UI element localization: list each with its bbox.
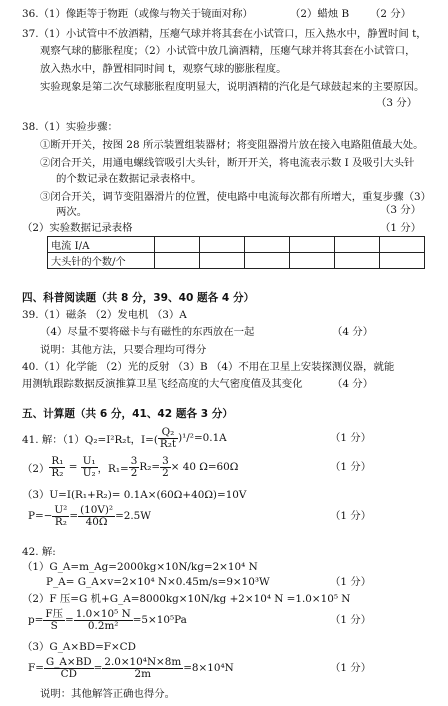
q38-points2: （1 分） bbox=[380, 222, 422, 234]
q41-points2: （1 分） bbox=[330, 461, 372, 473]
q42-points1: （1 分） bbox=[330, 576, 372, 588]
table-row bbox=[48, 237, 425, 253]
table-cell-current: 电流 I/A bbox=[48, 237, 155, 253]
q42-line3: （2）F 压=G 机+G_A=8000kg×10N/kg +2×10⁴ N =1.0×10⁵ N bbox=[22, 593, 351, 605]
q36-line: 36.（1）像距等于物距（或像与物关于镜面对称） bbox=[22, 8, 253, 20]
q42-line1: （1）G_A=m_Ag=2000kg×10N/kg=2×10⁴ N bbox=[22, 561, 258, 573]
q41-line1: 41. 解：（1）Q₂=I²R₂t，I=( $\frac{\text{Q₂}}{\text{R₂t}}$ )¹/²=0.1A bbox=[22, 425, 227, 450]
q41-points1: （1 分） bbox=[330, 432, 372, 444]
q42-points3: （1 分） bbox=[330, 662, 372, 674]
q39-points: （4 分） bbox=[332, 326, 374, 338]
q38-step1: ①断开开关，按图 28 所示装置组装器材；将变阻器滑片放在接入电路阻值最大处。 bbox=[40, 139, 424, 151]
q42-head: 42. 解: bbox=[22, 546, 56, 558]
q36-points: （2 分） bbox=[370, 8, 412, 20]
q42-line2: P_A= G_A×v=2×10⁴ N×0.45m/s=9×10³W bbox=[46, 576, 270, 588]
table-cell-pins: 大头针的个数/个 bbox=[48, 253, 155, 269]
q37-line2: 观察气球的膨胀程度；（2）小试管中放几滴酒精，压瘪气球并将其套在小试管口， bbox=[40, 45, 416, 57]
q42-line4: p= $\frac{\text{F压}}{S}$ = $\frac{\text{1.0×10⁵ N}}{\text{0.2m²}}$ =5×10⁵Pa bbox=[28, 607, 187, 632]
table-row bbox=[48, 253, 425, 269]
q42-points2: （1 分） bbox=[330, 614, 372, 626]
q39-line2: （4）尽量不要将磁卡与有磁性的东西放在一起 bbox=[40, 326, 255, 338]
q37-line1: 37.（1）小试管中不放酒精，压瘪气球并将其套在小试管口，压入热水中，静置时间 t， bbox=[22, 28, 427, 40]
section-5-title: 五、计算题（共 6 分，41、42 题各 3 分） bbox=[22, 408, 233, 420]
q42-line5: （3）G_A×BD=F×CD bbox=[22, 641, 136, 653]
q38-step3b: 两次。 bbox=[56, 206, 88, 218]
q38-step3a: ③闭合开关，调节变阻器滑片的位置，使电路中电流每次都有所增大，重复步骤（3） bbox=[40, 191, 432, 203]
q37-points: （3 分） bbox=[376, 97, 418, 109]
q40-points: （4 分） bbox=[332, 378, 374, 390]
data-record-table bbox=[47, 236, 425, 269]
q38-step2a: ②闭合开关，用通电螺线管吸引大头针，断开开关，将电流表示数 I 及吸引大头针 bbox=[40, 157, 415, 169]
q38-step2b: 的个数记录在数据记录表格中。 bbox=[56, 173, 202, 185]
q38-line1: 38.（1）实验步骤： bbox=[22, 121, 118, 133]
q37-line3: 放入热水中，静置相同时间 t，观察气球的膨胀程度。 bbox=[40, 63, 287, 75]
q37-line4: 实验现象是第二次气球膨胀程度明显大，说明酒精的汽化是气球鼓起来的主要原因。 bbox=[40, 81, 425, 93]
q39-line1: 39.（1）磁条 （2）发电机 （3）A bbox=[22, 309, 187, 321]
q41-fraction-q: $\frac{\text{Q₂}}{\text{R₂t}}$ bbox=[159, 425, 177, 450]
q41-line3: （3）U=I(R₁+R₂)= 0.1A×(60Ω+40Ω)=10V bbox=[22, 489, 247, 501]
q42-note: 说明：其他解答正确也得分。 bbox=[40, 688, 176, 700]
q40-line2: 用测轨跟踪数据反演推算卫星飞经高度的大气密度值及其变化 bbox=[22, 378, 303, 390]
q41-points3: （1 分） bbox=[330, 510, 372, 522]
q36-part2: （2）蜡烛 B bbox=[290, 8, 350, 20]
q38-points1: （3 分） bbox=[380, 204, 422, 216]
q38-line2: （2）实验数据记录表格 bbox=[22, 222, 133, 234]
section-4-title: 四、科普阅读题（共 8 分，39、40 题各 4 分） bbox=[22, 292, 255, 304]
q41-line4: P=− $\frac{\text{U²}}{\text{R₂}}$ = $\frac{\text{(10V)²}}{40\Omega}$ =2.5W bbox=[28, 503, 151, 528]
q42-line6: F= $\frac{G\_A\times BD}{CD}$ = $\frac{\text{2.0×10⁴N×8m}}{2m}$ =8×10⁴N bbox=[28, 655, 234, 680]
q41-line2: （2） $\frac{\text{R₁}}{\text{R₂}}$ = $\frac{\text{U₁}}{\text{U₂}}$ ，R₁= $\frac{3}{2}$ R₂= $\frac{3}{2}$ × 40 Ω=60Ω bbox=[22, 454, 239, 479]
q40-line1: 40.（1）化学能 （2）光的反射 （3）B （4）不用在卫星上安装探测仪器，就能 bbox=[22, 361, 395, 373]
q39-note: 说明：其他方法，只要合理均可得分 bbox=[40, 344, 207, 356]
